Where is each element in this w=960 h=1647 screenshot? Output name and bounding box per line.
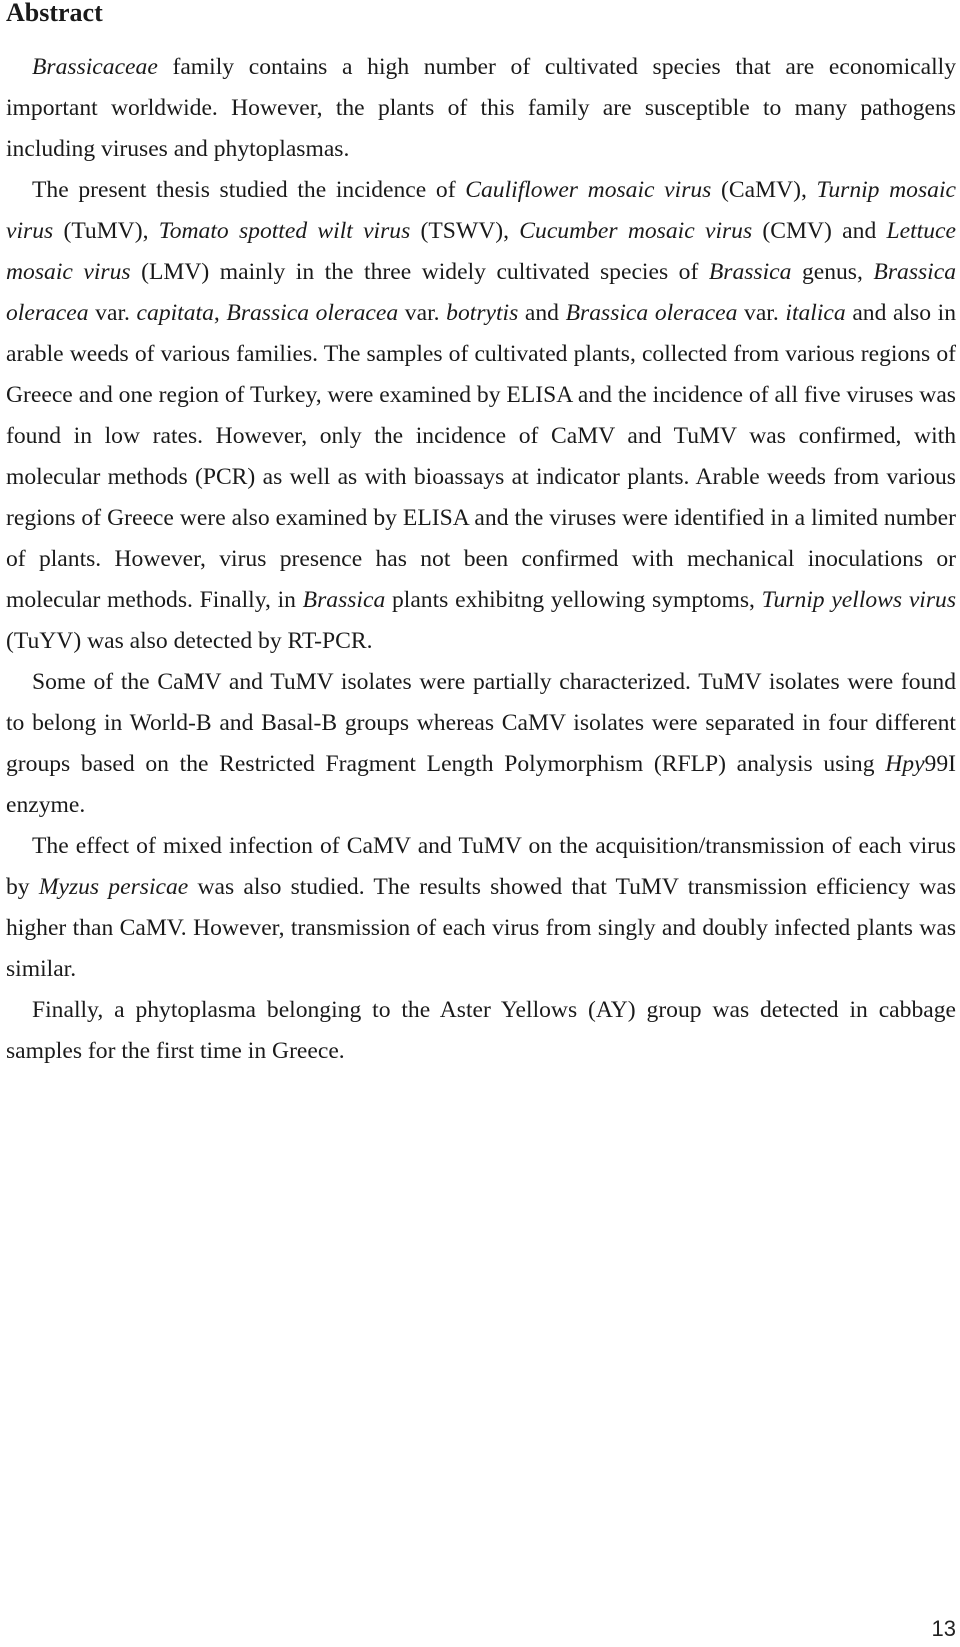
text-run: Finally, a phytoplasma belonging to the Aster Yellows (AY) group was detected in cabbage samples for the first time in Greece. bbox=[6, 997, 956, 1064]
italic-term: Cauliflower mosaic virus bbox=[465, 177, 712, 203]
abstract-paragraph bbox=[6, 990, 956, 1072]
abstract-paragraph bbox=[6, 826, 956, 990]
text-run: plants exhibitng yellowing symptoms, bbox=[385, 587, 762, 613]
page-number: 13 bbox=[931, 1616, 956, 1641]
abstract-paragraph bbox=[6, 662, 956, 826]
text-run: The present thesis studied the incidence of bbox=[32, 177, 466, 203]
text-run: The effect of mixed infection of CaMV and TuMV on the acquisition/transmission of each virus by bbox=[6, 833, 956, 900]
italic-term: Brassica bbox=[302, 587, 386, 613]
text-run: var. bbox=[737, 300, 786, 326]
abstract-paragraph bbox=[6, 47, 956, 170]
italic-term: Brassica oleracea bbox=[565, 300, 738, 326]
text-run: 99I enzyme. bbox=[6, 751, 956, 818]
abstract-paragraph bbox=[6, 170, 956, 662]
text-run: (TuYV) was also detected by RT-PCR. bbox=[6, 628, 373, 654]
text-run: family contains a high number of cultivated species that are economically important worldwide. However, the plants of this family are susceptible to many pathogens including viruses and phytoplasmas. bbox=[6, 54, 956, 162]
page-title: Abstract bbox=[6, 0, 103, 27]
italic-term: Cucumber mosaic virus bbox=[519, 218, 753, 244]
text-run: (TSWV), bbox=[410, 218, 520, 244]
text-run: (LMV) mainly in the three widely cultivated species of bbox=[130, 259, 709, 285]
text-run: var. bbox=[398, 300, 447, 326]
italic-term: Turnip mosaic virus bbox=[6, 177, 956, 244]
italic-term: botrytis bbox=[446, 300, 519, 326]
text-run: , bbox=[213, 300, 227, 326]
italic-term: Brassica oleracea bbox=[226, 300, 399, 326]
italic-term: Lettuce mosaic virus bbox=[6, 218, 956, 285]
text-run: genus, bbox=[791, 259, 874, 285]
text-run: and bbox=[518, 300, 566, 326]
text-run: (CMV) and bbox=[752, 218, 887, 244]
text-run: was also studied. The results showed that TuMV transmission efficiency was higher than CaMV. However, transmission of each virus from singly and doubly infected plants was similar. bbox=[6, 874, 956, 982]
italic-term: Brassicaceae bbox=[32, 54, 158, 80]
text-run: (CaMV), bbox=[711, 177, 817, 203]
italic-term: Brassica oleracea bbox=[6, 259, 956, 326]
abstract-body bbox=[6, 47, 956, 1072]
text-run: and also in arable weeds of various families. The samples of cultivated plants, collected from various regions of Greece and one region of Turkey, were examined by ELISA and the incidence of all five viruses was found in low rates. However, only the incidence of CaMV and TuMV was confirmed, with molecular methods (PCR) as well as with bioassays at indicator plants. Arable weeds from various regions of Greece were also examined by ELISA and the viruses were identified in a limited number of plants. However, virus presence has not been confirmed with mechanical inoculations or molecular methods. Finally, in bbox=[6, 300, 957, 613]
text-run: var. bbox=[88, 300, 137, 326]
italic-term: Myzus persicae bbox=[38, 874, 189, 900]
text-run: (TuMV), bbox=[53, 218, 159, 244]
italic-term: Turnip yellows virus bbox=[761, 587, 957, 613]
italic-term: capitata bbox=[136, 300, 214, 326]
italic-term: Tomato spotted wilt virus bbox=[158, 218, 411, 244]
italic-term: italica bbox=[785, 300, 846, 326]
italic-term: Brassica bbox=[708, 259, 792, 285]
italic-term: Hpy bbox=[885, 751, 925, 777]
text-run: Some of the CaMV and TuMV isolates were partially characterized. TuMV isolates were found to belong in World-B and Basal-B groups whereas CaMV isolates were separated in four different groups based on the Restricted Fragment Length Polymorphism (RFLP) analysis using bbox=[6, 669, 956, 777]
